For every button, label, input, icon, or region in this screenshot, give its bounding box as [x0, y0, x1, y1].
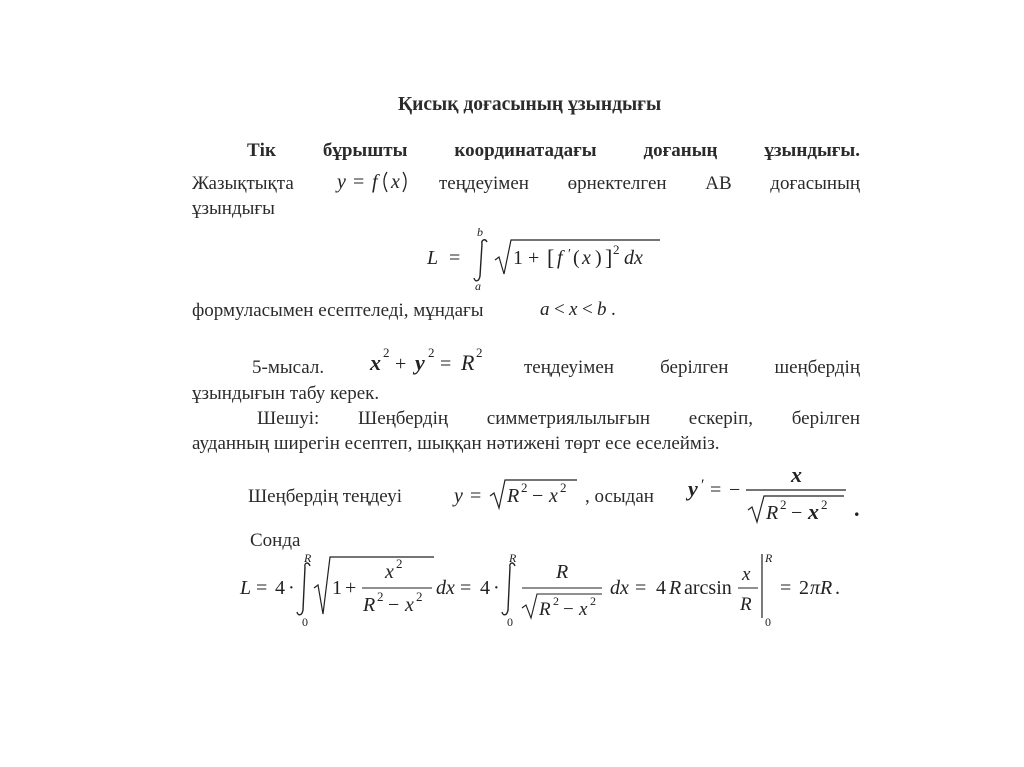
svg-text:dx: dx: [624, 247, 643, 269]
svg-text:]: ]: [605, 245, 613, 270]
svg-text:+: +: [528, 247, 540, 269]
svg-text:2: 2: [428, 345, 435, 360]
svg-text:0: 0: [507, 615, 513, 629]
circle-eq-label: Шеңбердің теңдеуі: [248, 486, 403, 507]
svg-text:y: y: [337, 171, 346, 193]
svg-text:x: x: [808, 499, 819, 524]
svg-text:b: b: [477, 225, 483, 239]
svg-text:′: ′: [568, 247, 572, 262]
svg-text:a: a: [540, 299, 550, 320]
then-text: Сонда: [250, 530, 301, 551]
svg-text:2: 2: [521, 480, 528, 495]
formula-circle-y: [452, 474, 587, 514]
svg-text:=: =: [449, 247, 461, 269]
svg-text:x: x: [549, 485, 558, 507]
svg-text:R: R: [539, 599, 551, 620]
svg-text:y: y: [415, 350, 425, 375]
svg-text:[: [: [547, 245, 555, 270]
svg-text:2: 2: [476, 345, 483, 360]
svg-text:dx: dx: [610, 577, 629, 599]
hence-text: , осыдан: [585, 486, 654, 507]
svg-text:2: 2: [553, 594, 559, 608]
svg-text:0: 0: [765, 615, 771, 629]
svg-text:R: R: [509, 551, 517, 565]
svg-text:b: b: [597, 299, 607, 320]
svg-text:x: x: [405, 594, 414, 616]
svg-text:·: ·: [288, 577, 295, 599]
svg-text:x: x: [370, 350, 381, 375]
svg-text:4: 4: [275, 577, 285, 599]
svg-text:2: 2: [416, 589, 423, 604]
svg-text:πR: πR: [810, 577, 833, 599]
svg-text:a: a: [475, 279, 481, 293]
example-line2: ұзындығын табу керек.: [192, 383, 380, 404]
svg-text:L: L: [427, 247, 439, 269]
svg-text:2: 2: [590, 594, 596, 608]
svg-text:x: x: [385, 561, 394, 583]
svg-text:2: 2: [821, 497, 828, 512]
svg-text:arcsin: arcsin: [684, 577, 732, 599]
example-line1-end: теңдеуімен берілген шеңбердің: [524, 357, 860, 378]
svg-text:R: R: [461, 350, 475, 375]
svg-text:2: 2: [613, 242, 620, 257]
svg-text:2: 2: [396, 556, 403, 571]
svg-text:=: =: [635, 577, 647, 599]
svg-text:1: 1: [513, 247, 523, 269]
svg-text:=: =: [780, 577, 792, 599]
section-heading: Тік бұрышты координатадағы доғаның ұзындығы.: [247, 140, 860, 161]
para-line2: ұзындығы: [192, 198, 275, 219]
formula-derivative: [686, 458, 876, 528]
svg-text:x: x: [391, 171, 400, 193]
svg-text:y: y: [688, 476, 698, 501]
svg-text:=: =: [470, 485, 482, 507]
svg-text:<: <: [582, 299, 593, 320]
solution-line2: ауданның ширегін есептеп, шыққан нәтижені төрт есе еселейміз.: [192, 433, 720, 454]
svg-text:f: f: [557, 247, 563, 269]
svg-text:2: 2: [383, 345, 390, 360]
svg-text:′: ′: [701, 477, 705, 494]
svg-text:−: −: [729, 479, 741, 501]
formula-y-fx: [335, 165, 425, 197]
svg-text:R: R: [304, 551, 312, 565]
svg-text:1: 1: [332, 577, 342, 599]
svg-text:−: −: [791, 502, 803, 524]
svg-text:L: L: [240, 577, 252, 599]
svg-text:x: x: [569, 299, 578, 320]
example-label: 5-мысал.: [252, 357, 325, 378]
svg-text:2: 2: [377, 589, 384, 604]
svg-text:x: x: [582, 247, 591, 269]
svg-text:R: R: [507, 485, 520, 507]
svg-text:): ): [595, 247, 602, 269]
svg-text:R: R: [765, 551, 773, 565]
svg-text:+: +: [345, 577, 357, 599]
svg-text:<: <: [554, 299, 565, 320]
page-title: Қисық доғасының ұзындығы: [398, 94, 662, 115]
solution-line1: Шешуі: Шеңбердің симметриялылығын ескеріп, берілген: [257, 408, 860, 429]
svg-text:·: ·: [493, 577, 500, 599]
svg-text:dx: dx: [436, 577, 455, 599]
svg-text:y: y: [454, 485, 463, 507]
svg-text:R: R: [669, 577, 682, 599]
formula-condition: [540, 295, 640, 323]
para-line1-end: теңдеуімен өрнектелген АВ доғасының: [439, 173, 860, 194]
svg-text:R: R: [556, 561, 569, 583]
svg-text:=: =: [353, 171, 365, 193]
svg-text:x: x: [579, 599, 588, 620]
svg-text:x: x: [791, 462, 802, 487]
svg-text:x: x: [742, 564, 751, 585]
svg-text:.: .: [611, 299, 616, 320]
svg-text:+: +: [395, 353, 407, 375]
svg-text:.: .: [854, 496, 860, 521]
after-formula-text: формуласымен есептеледі, мұндағы: [192, 300, 484, 321]
svg-text:−: −: [532, 485, 544, 507]
svg-text:R: R: [740, 594, 752, 615]
svg-text:4: 4: [480, 577, 490, 599]
svg-text:.: .: [835, 577, 840, 599]
svg-text:2: 2: [799, 577, 809, 599]
svg-text:f: f: [372, 171, 378, 193]
svg-text:R: R: [363, 594, 376, 616]
svg-text:R: R: [766, 502, 779, 524]
svg-text:=: =: [440, 353, 452, 375]
svg-text:−: −: [388, 594, 400, 616]
svg-text:4: 4: [656, 577, 666, 599]
formula-circle: [368, 342, 508, 378]
svg-text:2: 2: [780, 497, 787, 512]
svg-text:0: 0: [302, 615, 308, 629]
svg-text:2: 2: [560, 480, 567, 495]
svg-text:=: =: [710, 479, 722, 501]
svg-text:(: (: [573, 247, 580, 269]
svg-text:=: =: [256, 577, 268, 599]
para-line1-start: Жазықтықта: [192, 173, 294, 194]
formula-final: [238, 548, 858, 630]
svg-text:−: −: [563, 599, 574, 620]
svg-text:=: =: [460, 577, 472, 599]
formula-arc-length: [425, 224, 675, 294]
